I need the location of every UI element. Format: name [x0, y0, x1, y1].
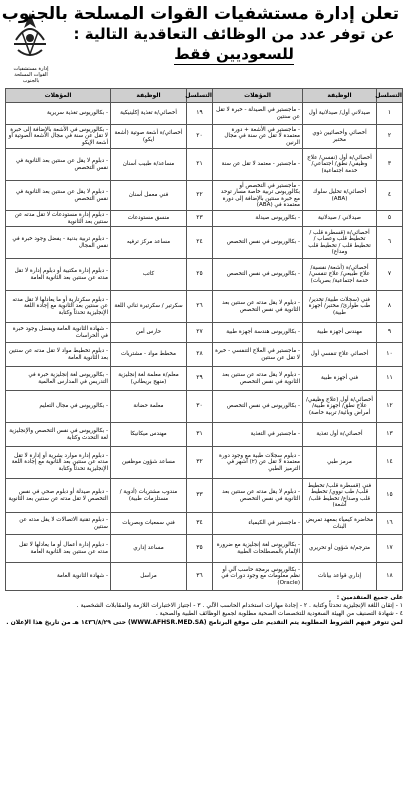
saudis-only-title: للسعوديين فقط [174, 45, 294, 63]
job-title-cell: معلم/ة معلمة لغة إنجليزية (منهج بريطاني) [111, 367, 187, 391]
qualification-cell: - دبلوم إدارة مستودعات لا تقل مدته عن سنتين بعد الثانوية [6, 211, 111, 227]
job-title-cell: مهندس ميكانيكا [111, 423, 187, 447]
serial-cell: ١٨ [377, 563, 403, 591]
qualification-cell: - دبلوم سكرتارية أو ما يعادلها لا تقل مدته عن سنتين بعد الثانوية مع إجادة اللغة الإنجليزية تحدثاً وكتابة [6, 291, 111, 323]
table-row [6, 367, 403, 391]
table-row [6, 535, 403, 563]
qualification-cell: - ماجستير في التخصص أو بكالوريوس تربية خاصة مسار توحد مع خبرة سنتين بالإضافة إلى دورة معتمدة في (ABA) [213, 181, 303, 211]
qualification-cell: - دبلوم إدارة أعمال أو ما يعادلها لا تقل مدته عن سنتين بعد الثانوية العامة [6, 535, 111, 563]
qualification-cell: - دبلوم لا يقل عن سنتين بعد الثانوية في نفس التخصص [6, 149, 111, 181]
qualification-cell: - بكالوريوس في نفس التخصص [213, 391, 303, 423]
header [1, 4, 403, 88]
job-title-cell: معلمة حضانة [111, 391, 187, 423]
qualification-cell: - ماجستير - معتمد لا تقل عن سنة [213, 149, 303, 181]
requirements-title: على جميع المتقدمين : [336, 594, 403, 601]
qualification-cell: - بكالوريوس هندسة أجهزة طبية [213, 323, 303, 343]
serial-cell: ٢٩ [187, 367, 213, 391]
table-row [6, 211, 403, 227]
qualification-cell: - بكالوريوس تغذية سريرية [6, 103, 111, 125]
serial-cell: ٣٦ [187, 563, 213, 591]
table-row [6, 149, 403, 181]
qualification-cell: - بكالوريوس في نفس التخصص والإنجليزية لغة التحدث وكتابة [6, 423, 111, 447]
job-title-cell: فني (قسطرة قلب/ تخطيط قلب/ طب نووي/ تخطيط قلب وصداع/ تخطيط قلب/ أشعة) [303, 479, 377, 513]
job-title-cell: أخصائي وأخصائيين ذوي مختبر [303, 125, 377, 149]
table-row [6, 181, 403, 211]
table-row [6, 447, 403, 479]
qualification-cell: - دبلوم لا يقل مدته عن سنتين بعد الثانوية في نفس التخصص [213, 367, 303, 391]
job-title-cell: أخصائي/ة تغذية إكلينيكية [111, 103, 187, 125]
serial-cell: ٢٧ [187, 323, 213, 343]
qualification-cell: - بكالوريوس في مجال التعليم [6, 391, 111, 423]
job-title-cell: أخصائي/ة أول (نفسي/ علاج وظيفي/ نطق/ اجتماعي/ خدمة اجتماعية) [303, 149, 377, 181]
qualification-cell: - شهادة الثانوية العامة [6, 563, 111, 591]
job-title-cell: كاتب [111, 259, 187, 291]
serial-cell: ٢ [377, 125, 403, 149]
requirements-line-2: ٤ - شهادة التصنيف من الهيئة السعودية للتخصصات الصحية مطلوبة لجميع الوظائف الطبية والصحية . [155, 610, 403, 617]
qualification-cell: - دبلوم تخطيط مواد لا تقل مدته عن سنتين بعد الثانوية العامة [6, 343, 111, 367]
sub-title: عن توفر عدد من الوظائف التعاقدية التالية : [73, 25, 395, 43]
serial-cell: ٣٢ [187, 447, 213, 479]
serial-cell: ١١ [377, 367, 403, 391]
table-row [6, 291, 403, 323]
serial-cell: ٢٢ [187, 181, 213, 211]
qualification-cell: - بكالوريوس لغة إنجليزية مع ضرورة الإلمام بالمصطلحات الطبية [213, 535, 303, 563]
serial-cell: ١٠ [377, 343, 403, 367]
qualification-cell: - بكالوريوس لغة إنجليزية خبرة في التدريس في المدارس العالمية [6, 367, 111, 391]
table-row [6, 479, 403, 513]
qualification-cell: - دبلوم صيدلة أو دبلوم صحي في نفس التخصص لا تقل مدته عن سنتين بعد الثانوية [6, 479, 111, 513]
serial-cell: ١٩ [187, 103, 213, 125]
job-title-cell: أخصائي/ة (قسطرة قلب / تخطيط قلب وعصاب / تخطيط قلب / تخطيط قلب ومداع) [303, 227, 377, 259]
qualification-cell: - دبلوم لا يقل مدته عن سنتين بعد الثانوية في نفس التخصص [213, 479, 303, 513]
serial-cell: ٢٠ [187, 125, 213, 149]
qualification-cell: - ماجستير في الأشعة + دورة معتمدة لا تقل عن سنة في مجال الرنين [213, 125, 303, 149]
job-title-cell: مساعد مركز ترفيه [111, 227, 187, 259]
job-title-cell: مراسل [111, 563, 187, 591]
serial-cell: ١٢ [377, 391, 403, 423]
table-row [6, 259, 403, 291]
job-title-cell: مخطط مواد - مشتريات [111, 343, 187, 367]
job-title-cell: فني سمعيات وبصريات [111, 513, 187, 535]
serial-cell: ١٥ [377, 479, 403, 513]
job-title-cell: مساعد/ة طبيب أسنان [111, 149, 187, 181]
table-row [6, 343, 403, 367]
serial-cell: ١٧ [377, 535, 403, 563]
serial-cell: ٣ [377, 149, 403, 181]
qualification-cell: - بكالوريوس في نفس التخصص [213, 227, 303, 259]
job-title-cell: مهندس أجهزة طبية [303, 323, 377, 343]
qualification-cell: - دبلوم لا يقل عن سنتين بعد الثانوية في نفس التخصص [6, 181, 111, 211]
qualification-cell: - دبلوم تقنية الاتصالات لا يقل مدته عن سنتين [6, 513, 111, 535]
serial-cell: ١ [377, 103, 403, 125]
qualification-cell: - بكالوريوس برمجة حاسب آلي أو نظم معلومات مع وجود دورات في (Oracle) [213, 563, 303, 591]
col-serial-left: التسلسل [187, 89, 213, 103]
table-header-row [6, 89, 403, 103]
job-title-cell: إداري قواعد بيانات [303, 563, 377, 591]
requirements-line-1: ١ - إتقان اللغة الإنجليزية تحدثاً وكتابة . ٢ - إجادة مهارات استخدام الحاسب الآلي . ٣ - اجتياز الاختبارات اللازمة والمقابلات الشخصية . [76, 602, 403, 609]
job-title-cell: صيدلاني / صيدلانية [303, 211, 377, 227]
table-row [6, 513, 403, 535]
table-row [6, 323, 403, 343]
table-body [6, 103, 403, 591]
footer [6, 594, 403, 627]
table-row [6, 563, 403, 591]
serial-cell: ٦ [377, 227, 403, 259]
qualification-cell: - بكالوريوس في الأشعة بالإضافة إلى خبرة لا تقل عن سنة في مجال الأشعة الصوتية أو أشعة الإيكو [6, 125, 111, 149]
serial-cell: ١٣ [377, 423, 403, 447]
job-title-cell: فني أجهزة طبية [303, 367, 377, 391]
serial-cell: ٣٣ [187, 479, 213, 513]
serial-cell: ٢٤ [187, 227, 213, 259]
serial-cell: ٢٣ [187, 211, 213, 227]
qualification-cell: - دبلوم إدارة موارد بشرية أو إدارة لا تقل مدته عن سنتين بعد الثانوية مع إجادة اللغة الإنجليزية تحدثاً وكتابة [6, 447, 111, 479]
title-block [1, 4, 399, 65]
jobs-table [5, 88, 403, 591]
main-title: تعلن إدارة مستشفيات القوات المسلحة بالجنوب [1, 4, 399, 24]
serial-cell: ٢٥ [187, 259, 213, 291]
col-qualifications-left: المؤهلات [6, 89, 111, 103]
qualification-cell: - بكالوريوس في نفس التخصص [213, 259, 303, 291]
qualification-cell: - دبلوم إدارة مكتبية أو دبلوم إدارة لا تقل مدته عن سنتين بعد الثانوية العامة [6, 259, 111, 291]
qualification-cell: - ماجستير في الصيدلة - خبرة لا تقل عن سنتين [213, 103, 303, 125]
job-title-cell: مساعد إداري [111, 535, 187, 563]
table-row [6, 423, 403, 447]
logo-caption: إدارة مستشفيات القوات المسلحة بالجنوب [13, 66, 49, 84]
qualification-cell: - دبلوم تربية بدنية - يفضل وجود خبرة في نفس المجال [6, 227, 111, 259]
job-title-cell: أخصائي/ة أشعة صوتية (أشعة ايكو) [111, 125, 187, 149]
job-title-cell: صيدلاني أول/ صيدلانية أول [303, 103, 377, 125]
qualification-cell: - شهادة الثانوية العامة ويفضل وجود خبرة في الحراسات [6, 323, 111, 343]
qualification-cell: - دبلوم سجلات طبية مع وجود دورة معتمدة لا تقل عن (٢) أشهر في الترميز الطبي [213, 447, 303, 479]
serial-cell: ٢٦ [187, 291, 213, 323]
serial-cell: ٩ [377, 323, 403, 343]
col-serial-right: التسلسل [377, 89, 403, 103]
table-row [6, 103, 403, 125]
job-title-cell: أخصائي/ة أول (علاج وظيفي/ علاج نطق/ أجهزة طبية/ أمراض وبائية/ تربية خاصة) [303, 391, 377, 423]
qualification-cell: - بكالوريوس صيدلة [213, 211, 303, 227]
serial-cell: ٣٤ [187, 513, 213, 535]
job-title-cell: أخصائي/ة أول تغذية [303, 423, 377, 447]
job-title-cell: مندوب مشتريات (أدوية / مستلزمات طبية) [111, 479, 187, 513]
col-job-left: الوظيفة [111, 89, 187, 103]
serial-cell: ٨ [377, 291, 403, 323]
job-title-cell: مترجم/ة شؤون أو تحريري [303, 535, 377, 563]
table-row [6, 227, 403, 259]
col-job-right: الوظيفة [303, 89, 377, 103]
qualification-cell: - ماجستير في التغذية [213, 423, 303, 447]
job-title-cell: مرمز طبي [303, 447, 377, 479]
serial-cell: ٣٥ [187, 535, 213, 563]
table-row [6, 125, 403, 149]
qualification-cell: - ماجستير في العلاج التنفسي - خبرة لا تقل عن سنتين [213, 343, 303, 367]
serial-cell: ٢١ [187, 149, 213, 181]
job-title-cell: محاضرة كيمياء بمعهد تمريض البنات [303, 513, 377, 535]
serial-cell: ٤ [377, 181, 403, 211]
serial-cell: ٥ [377, 211, 403, 227]
job-title-cell: أخصائي علاج تنفسي أول [303, 343, 377, 367]
serial-cell: ٣٠ [187, 391, 213, 423]
col-qualifications-right: المؤهلات [213, 89, 303, 103]
qualification-cell: - دبلوم لا يقل مدته عن سنتين بعد الثانوية في نفس التخصص [213, 291, 303, 323]
job-title-cell: حارس أمن [111, 323, 187, 343]
qualification-cell: - ماجستير في الكيمياء [213, 513, 303, 535]
table-row [6, 391, 403, 423]
serial-cell: ٢٨ [187, 343, 213, 367]
job-title-cell: مساعد شؤون موظفين [111, 447, 187, 479]
job-title-cell: منسق مستودعات [111, 211, 187, 227]
serial-cell: ١٦ [377, 513, 403, 535]
job-title-cell: أخصائي/ة (أشعة/ نفسية/ علاج طبيعي/ علاج تنفسي/ خدمة اجتماعية/ بصريات) [303, 259, 377, 291]
job-title-cell: أخصائي/ة تحليل سلوك (ABA) [303, 181, 377, 211]
job-title-cell: سكرتير / سكرتيرة ثنائي اللغة [111, 291, 187, 323]
serial-cell: ١٤ [377, 447, 403, 479]
job-title-cell: فني معمل أسنان [111, 181, 187, 211]
serial-cell: ٧ [377, 259, 403, 291]
job-title-cell: فني (سجلات طبية/ تخدير/ طب طوارئ/ مختبر/ أجهزة طبية) [303, 291, 377, 323]
apply-instructions: لمن تتوفر فيهم الشروط المطلوبة يتم التقديم على موقع البرنامج (WWW.AFHSR.MED.SA) حتى ١٤٣٦/٨/٢٩ هـ من تاريخ هذا الإعلان . [6, 619, 403, 626]
serial-cell: ٣١ [187, 423, 213, 447]
